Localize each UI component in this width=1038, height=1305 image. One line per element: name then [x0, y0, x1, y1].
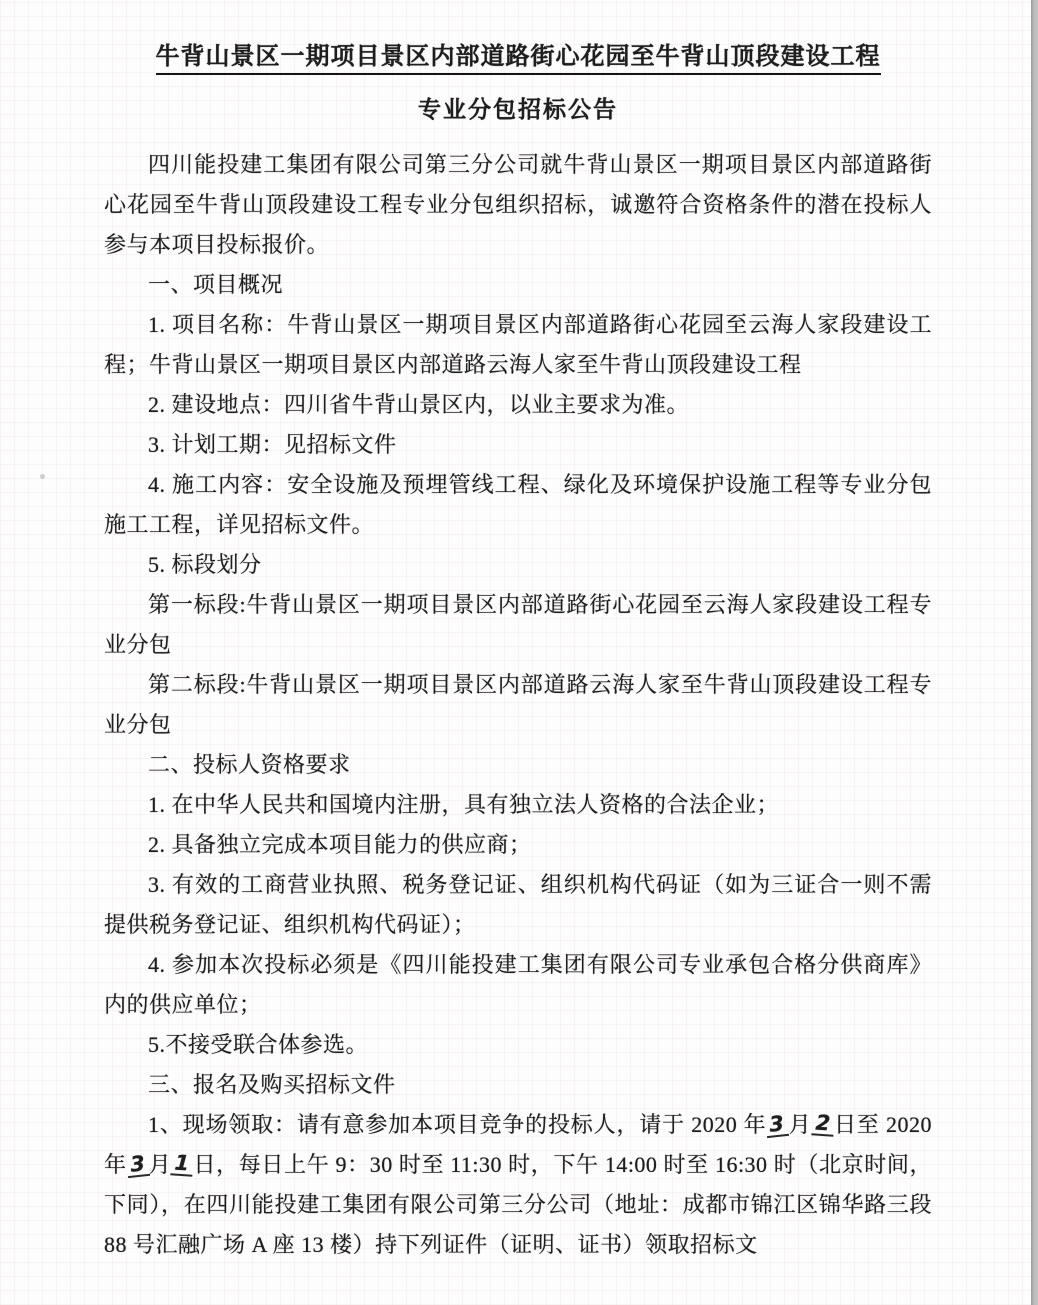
document-body: [104, 40, 932, 1265]
handwritten-month-2: 3: [125, 1152, 149, 1178]
qualification-item-supplier-pool: 4. 参加本次投标必须是《四川能投建工集团有限公司专业承包合格分供商库》内的供应单位；: [104, 952, 932, 1017]
pickup-text-mid: 日至 2020 年: [104, 1112, 932, 1177]
section-heading-qualification: 二、投标人资格要求: [148, 752, 351, 777]
lot-one-paragraph: 第一标段:牛背山景区一期项目景区内部道路街心花园至云海人家段建设工程专业分包: [104, 592, 932, 657]
overview-item-schedule: 3. 计划工期：见招标文件: [148, 432, 397, 457]
month-label-2: 月: [148, 1152, 172, 1177]
document-title-underlined-text: 牛背山景区一期项目景区内部道路街心花园至牛背山顶段建设工程: [156, 44, 881, 75]
handwritten-day-1: 2: [811, 1111, 835, 1136]
qualification-item-registration: 1. 在中华人民共和国境内注册，具有独立法人资格的合法企业；: [148, 792, 780, 817]
pickup-text-lead: 1、现场领取：请有意参加本项目竞争的投标人，请于 2020 年: [148, 1112, 767, 1137]
document-title: [104, 40, 932, 74]
qualification-item-no-consortium: 5.不接受联合体参选。: [148, 1032, 369, 1057]
overview-item-lot-division: 5. 标段划分: [148, 552, 262, 577]
section-heading-registration: 三、报名及购买招标文件: [148, 1072, 396, 1097]
qualification-item-licenses: 3. 有效的工商营业执照、税务登记证、组织机构代码证（如为三证合一则不需提供税务登记证、组织机构代码证）；: [104, 872, 932, 937]
intro-paragraph: 四川能投建工集团有限公司第三分公司就牛背山景区一期项目景区内部道路街心花园至牛背山顶段建设工程专业分包组织招标，诚邀符合资格条件的潜在投标人参与本项目投标报价。: [104, 152, 932, 257]
scan-speck: [40, 474, 45, 479]
overview-item-location: 2. 建设地点：四川省牛背山景区内，以业主要求为准。: [148, 392, 690, 417]
overview-item-project-name: 1. 项目名称：牛背山景区一期项目景区内部道路街心花园至云海人家段建设工程；牛背山景区一期项目景区内部道路云海人家至牛背山顶段建设工程: [104, 312, 932, 377]
handwritten-month-1: 3: [765, 1112, 789, 1138]
page-edge-strip: [1031, 0, 1038, 1305]
handwritten-day-2: 1: [171, 1151, 195, 1176]
month-label-1: 月: [788, 1112, 812, 1137]
overview-item-scope: 4. 施工内容：安全设施及预埋管线工程、绿化及环境保护设施工程等专业分包施工工程，详见招标文件。: [104, 472, 932, 537]
document-subtitle: 专业分包招标公告: [418, 97, 618, 122]
section-heading-overview: 一、项目概况: [148, 272, 284, 297]
pickup-text-tail: 日，每日上午 9：30 时至 11:30 时，下午 14:00 时至 16:30 时（北京时间，下同），在四川能投建工集团有限公司第三分公司（地址：成都市锦江区锦华路三段 88 号汇融广场 A 座 13 楼）持下列证件（证明、证书）领取招标文: [104, 1152, 932, 1257]
lot-two-paragraph: 第二标段:牛背山景区一期项目景区内部道路云海人家至牛背山顶段建设工程专业分包: [104, 672, 932, 737]
qualification-item-capability: 2. 具备独立完成本项目能力的供应商；: [148, 832, 532, 857]
pickup-paragraph: [104, 1105, 932, 1265]
